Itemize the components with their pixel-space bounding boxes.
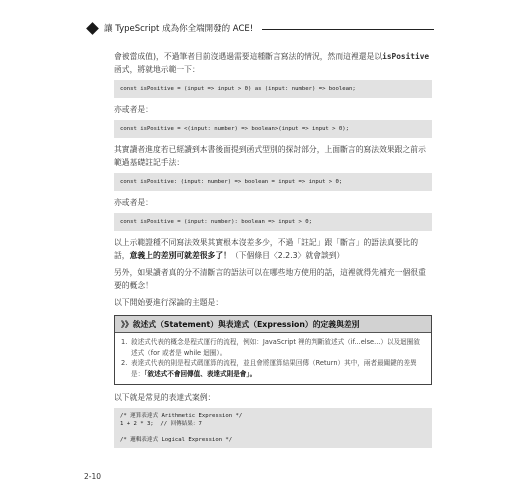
paragraph [114,236,432,262]
diamond-bullet-icon [86,22,99,35]
paragraph: 以下就是常見的表達式案例： [114,393,216,402]
paragraph-text: 函式，將就地示範一下： [114,65,200,74]
note-item-text: 敘述式代表的概念是程式運行的流程，例如：JavaScript 裡的判斷敘述式（if...else...）以及迴圈敘述式（for 或者是 while 迴圈）。 [131,338,420,357]
header-title: 讓 TypeScript 成為你全端開發的 ACE! [104,24,254,34]
code-block: const isPositive = <(input: number) => boolean>(input => input > 0); [114,120,432,138]
code-block: /* 運算表達式 Arithmetic Expression */ 1 + 2 * 3; // 回傳結果：7 /* 邏輯表達式 Logical Expression */ [114,408,432,448]
paragraph [114,50,432,76]
paragraph: 亦或者是： [114,105,153,114]
note-item [121,337,425,358]
page-number: 2-10 [84,472,102,481]
paragraph: 另外，如果讀者真的分不清斷言的語法可以在哪些地方使用的話，這裡就得先補充一個很重要的概念！ [114,268,426,290]
code-block: const isPositive: (input: number) => boolean = input => input > 0; [114,173,432,191]
note-item-text: 表達式代表的則是程式碼運算的流程，並且會將運算結果回傳（Return）其中，兩者最關鍵的差異是： [131,359,417,378]
code-block: const isPositive = (input: number): boolean => input > 0; [114,213,432,231]
running-header [84,22,434,38]
page-content [114,50,432,453]
emphasis-text: 意義上的差別可就差很多了！ [129,251,231,260]
paragraph: 亦或者是： [114,198,153,207]
note-emphasis: 「敘述式不會回傳值、表達式則是會」。 [144,369,257,378]
inline-code: isPositive [382,52,430,61]
note-item-number: 2. [121,359,128,367]
note-body [115,333,431,384]
note-heading: 》》敘述式（Statement）與表達式（Expression）的定義與差別 [115,316,431,333]
paragraph: 以下開始要進行深論的主題是： [114,298,224,307]
paragraph: 其實讀者進度若已經讀到本書後面提到函式型別的探討部分，上面斷言的寫法效果跟之前示範過基礎註記手法： [114,145,426,167]
paragraph-text: （下個條目〈2.2.3〉就會談到） [230,251,345,260]
paragraph-text: 會被當成值)，不過筆者目前沒遇過需要這種斷言寫法的情況，然而這裡還是以 [114,52,383,61]
header-rule [262,29,434,30]
paragraph-text: 以上示範證種不同寫法效果其實根本沒差多少，不過「註記」跟「斷言」的語法真要比的話， [114,238,419,260]
note-item-number: 1. [121,338,128,346]
code-block: const isPositive = (input => input > 0) as (input: number) => boolean; [114,80,432,98]
note-item [121,358,425,379]
note-box [114,315,432,385]
